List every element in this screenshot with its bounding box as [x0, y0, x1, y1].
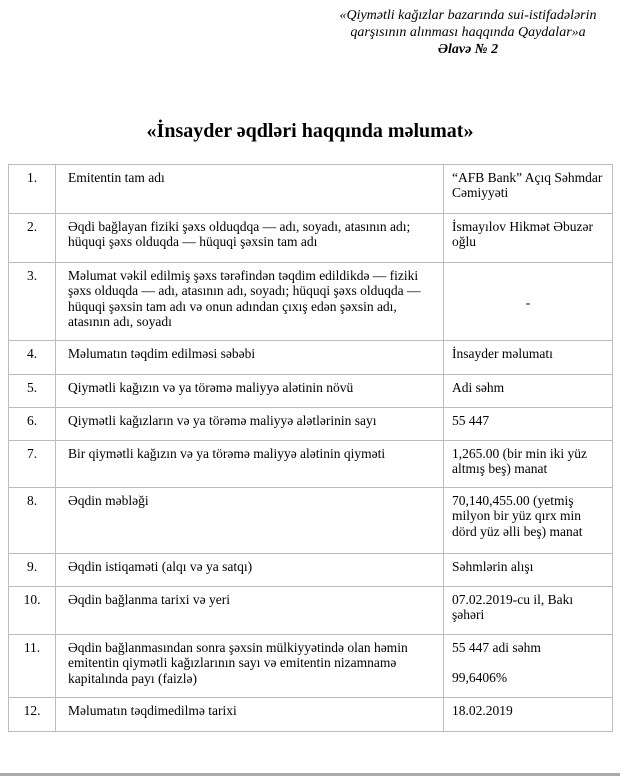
row-number: 11.: [9, 635, 56, 698]
row-value: -: [444, 263, 613, 341]
row-label: Əqdin istiqaməti (alqı və ya satqı): [56, 554, 444, 587]
row-number: 9.: [9, 554, 56, 587]
row-value-shares: 55 447 adi səhm: [452, 640, 541, 656]
page-title: «İnsayder əqdləri haqqında məlumat»: [146, 120, 474, 143]
table-row: [9, 408, 613, 441]
row-value: 18.02.2019: [444, 698, 613, 732]
table-row: [9, 441, 613, 488]
row-label: Qiymətli kağızın və ya törəmə maliyyə alətinin növü: [56, 375, 444, 408]
row-label: Məlumatın təqdimedilmə tarixi: [56, 698, 444, 732]
row-value: “AFB Bank” Açıq Səhmdar Cəmiyyəti: [444, 165, 613, 214]
row-number: 7.: [9, 441, 56, 488]
row-label: Bir qiymətli kağızın və ya törəmə maliyyə alətinin qiyməti: [56, 441, 444, 488]
row-value: 70,140,455.00 (yetmiş milyon bir yüz qırx min dörd yüz əlli beş) manat: [444, 488, 613, 554]
row-value: 55 447: [444, 408, 613, 441]
insider-info-table: [8, 164, 613, 732]
annex-number: Əlavə № 2: [437, 42, 499, 58]
row-value: 1,265.00 (bir min iki yüz altmış beş) manat: [444, 441, 613, 488]
row-label: Əqdin məbləği: [56, 488, 444, 554]
annex-reference-line-2: qarşısının alınması haqqında Qaydalar»a: [350, 25, 586, 41]
row-value: İsmayılov Hikmət Əbuzər oğlu: [444, 214, 613, 263]
table-row: [9, 341, 613, 375]
row-number: 3.: [9, 263, 56, 341]
row-value: [444, 635, 613, 698]
row-number: 4.: [9, 341, 56, 375]
row-label: Əqdin bağlanma tarixi və yeri: [56, 587, 444, 635]
document-page: [0, 7, 620, 779]
bottom-divider: [0, 773, 620, 776]
table-row: [9, 488, 613, 554]
row-value: Adi səhm: [444, 375, 613, 408]
row-value: 07.02.2019-cu il, Bakı şəhəri: [444, 587, 613, 635]
row-value: Səhmlərin alışı: [444, 554, 613, 587]
row-label: Emitentin tam adı: [56, 165, 444, 214]
row-number: 6.: [9, 408, 56, 441]
row-number: 2.: [9, 214, 56, 263]
table-row: [9, 165, 613, 214]
row-number: 8.: [9, 488, 56, 554]
table-row: [9, 263, 613, 341]
row-number: 10.: [9, 587, 56, 635]
table-row: [9, 214, 613, 263]
annex-reference: [318, 7, 620, 58]
row-value: İnsayder məlumatı: [444, 341, 613, 375]
table-row: [9, 554, 613, 587]
row-label: Əqdi bağlayan fiziki şəxs olduqdqa — adı, soyadı, atasının adı; hüquqi şəxs olduqda — hüquqi şəxsin tam adı: [56, 214, 444, 263]
annex-reference-line-1: «Qiymətli kağızlar bazarında sui-istifadələrin: [339, 8, 597, 23]
table-row: [9, 698, 613, 732]
row-value-percentage: 99,6406%: [452, 670, 508, 686]
table-row: [9, 375, 613, 408]
row-label: Məlumat vəkil edilmiş şəxs tərəfindən təqdim edildikdə — fiziki şəxs olduqda — adı, atasının adı, soyadı; hüquqi şəxs olduqda — hüquqi şəxsin tam adı və onun adından çıxış edən şəxsin adı, atasının adı, soyadı: [56, 263, 444, 341]
table-row: [9, 635, 613, 698]
row-number: 1.: [9, 165, 56, 214]
row-number: 12.: [9, 698, 56, 732]
row-label: Qiymətli kağızların və ya törəmə maliyyə alətlərinin sayı: [56, 408, 444, 441]
row-label: Əqdin bağlanmasından sonra şəxsin mülkiyyətində olan həmin emitentin qiymətli kağızlarının sayı və emitentin nizamnamə kapitalında payı (faizlə): [56, 635, 444, 698]
table-row: [9, 587, 613, 635]
row-label: Məlumatın təqdim edilməsi səbəbi: [56, 341, 444, 375]
row-number: 5.: [9, 375, 56, 408]
